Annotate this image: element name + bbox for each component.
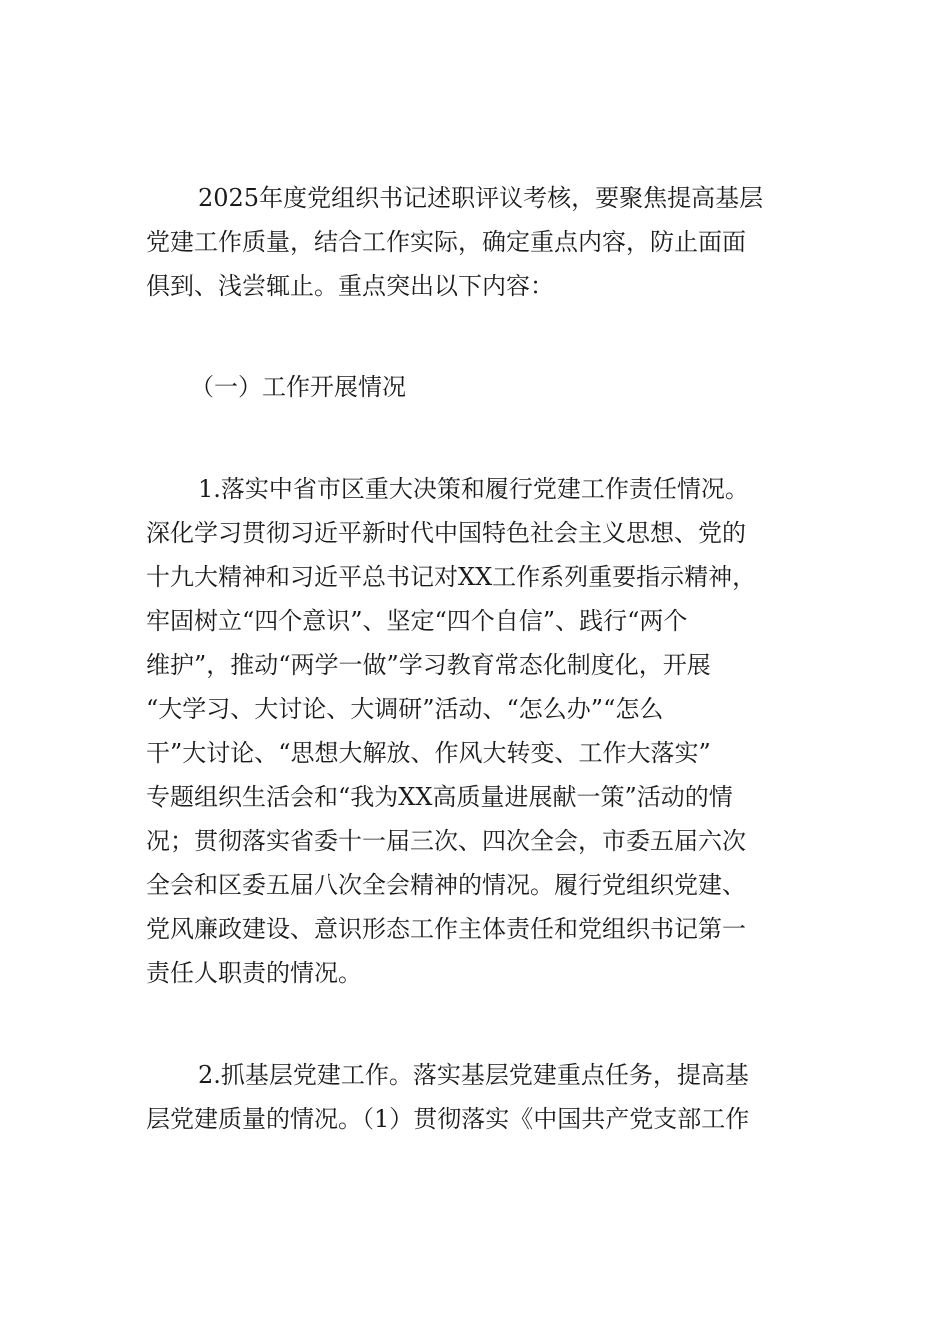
paragraph-line: 干”大讨论、“思想大解放、作风大转变、工作大落实” — [146, 739, 711, 767]
section-heading — [146, 365, 806, 409]
paragraph-line: 2.抓基层党建工作。落实基层党建重点任务，提高基 — [198, 1061, 749, 1089]
paragraph-line: 2025年度党组织书记述职评议考核，要聚焦提高基层 — [198, 184, 764, 212]
paragraph-line: 十九大精神和习近平总书记对XX工作系列重要指示精神， — [146, 563, 757, 591]
document-body — [146, 176, 806, 1141]
paragraph-line: 层党建质量的情况。（1）贯彻落实《中国共产党支部工作 — [146, 1105, 750, 1133]
item-2-paragraph — [146, 1053, 806, 1141]
paragraph-line: 况；贯彻落实省委十一届三次、四次全会，市委五届六次 — [146, 827, 746, 855]
paragraph-line: 全会和区委五届八次全会精神的情况。履行党组织党建、 — [146, 871, 746, 899]
paragraph-line: 党建工作质量，结合工作实际，确定重点内容，防止面面 — [146, 228, 746, 256]
paragraph-line: 专题组织生活会和“我为XX高质量进展献一策”活动的情 — [146, 783, 733, 811]
paragraph-line: 1.落实中省市区重大决策和履行党建工作责任情况。 — [198, 475, 749, 503]
paragraph-line: 党风廉政建设、意识形态工作主体责任和党组织书记第一 — [146, 915, 746, 943]
paragraph-line: 深化学习贯彻习近平新时代中国特色社会主义思想、党的 — [146, 519, 746, 547]
paragraph-line: “大学习、大讨论、大调研”活动、“怎么办”“怎么 — [146, 695, 664, 723]
item-1-paragraph — [146, 467, 806, 995]
paragraph-line: 牢固树立“四个意识”、坚定“四个自信”、践行“两个 — [146, 607, 688, 635]
section-heading-text: （一）工作开展情况 — [190, 373, 406, 401]
intro-paragraph — [146, 176, 806, 308]
paragraph-line: 俱到、浅尝辄止。重点突出以下内容： — [146, 272, 554, 300]
paragraph-line: 维护”，推动“两学一做”学习教育常态化制度化，开展 — [146, 651, 711, 679]
paragraph-line: 责任人职责的情况。 — [146, 959, 362, 987]
